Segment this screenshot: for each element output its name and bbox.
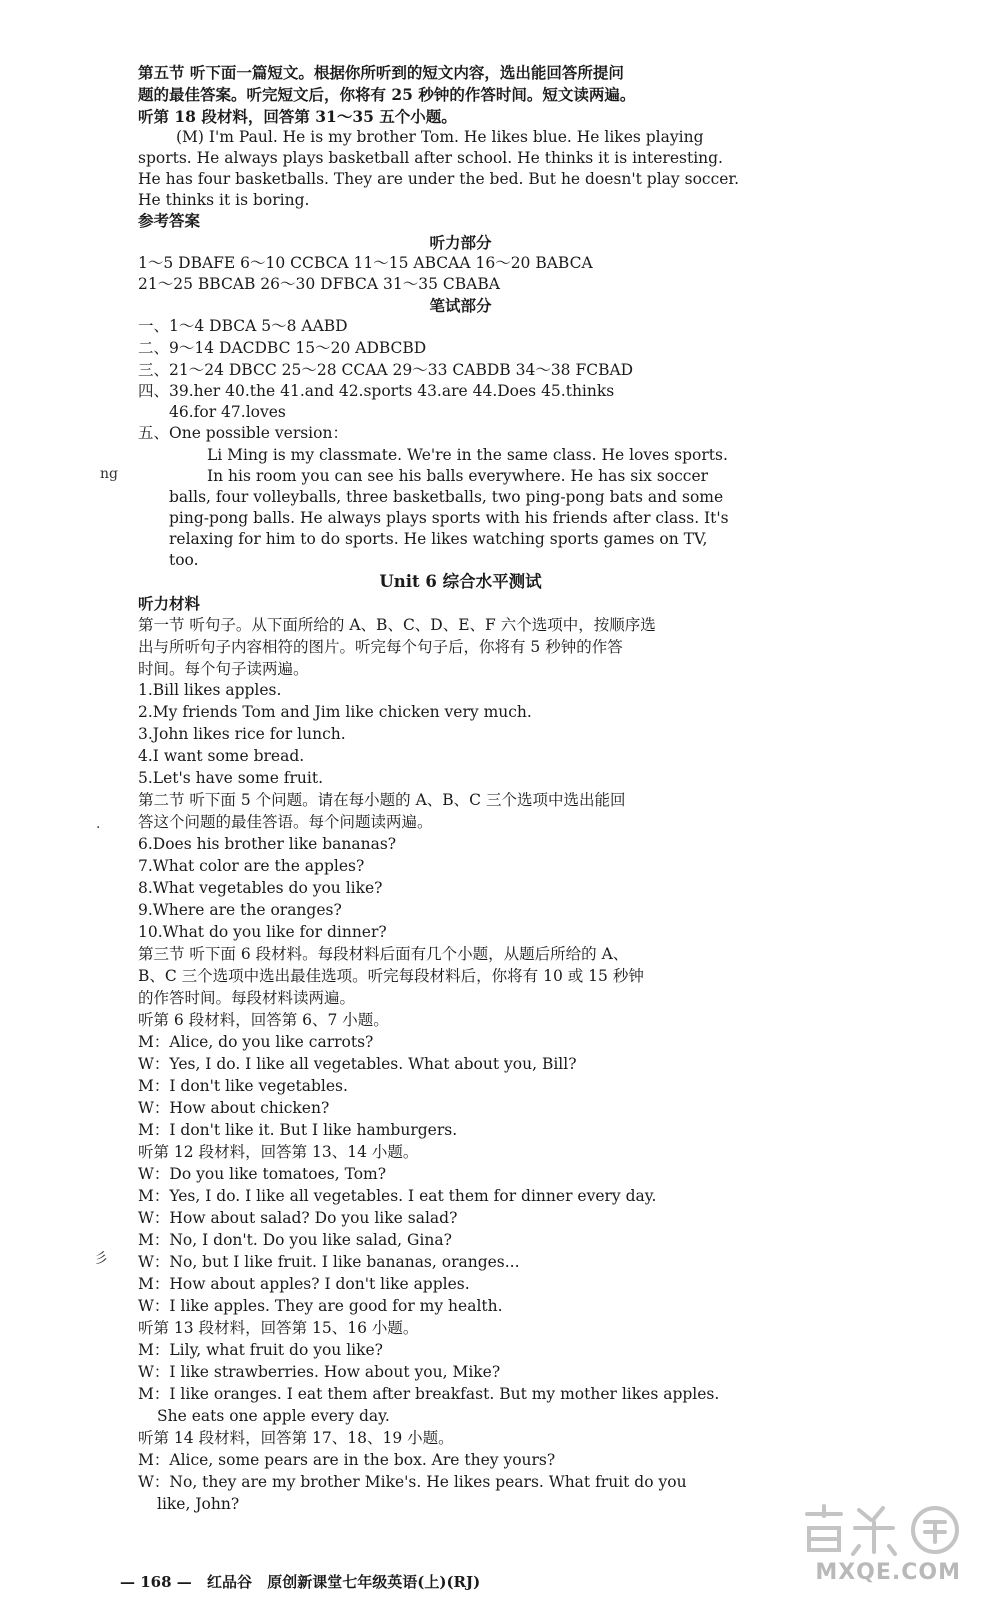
question-line: 4.I want some bread. <box>138 747 305 765</box>
page-number: — 168 — <box>120 1573 192 1591</box>
dialogue-line: M：Alice, some pears are in the box. Are they yours? <box>138 1451 556 1469</box>
passage-line: (M) I'm Paul. He is my brother Tom. He likes blue. He likes playing <box>176 128 704 146</box>
section5-instruction-line1: 第五节 听下面一篇短文。根据你所听到的短文内容，选出能回答所提问 <box>138 63 624 82</box>
question-line: 2.My friends Tom and Jim like chicken very much. <box>138 703 532 721</box>
section2-instruction-line: 第二节 听下面 5 个问题。请在每小题的 A、B、C 三个选项中选出能回 <box>138 791 626 809</box>
question-line: 3.John likes rice for lunch. <box>138 725 346 743</box>
dialogue-line: M：I don't like vegetables. <box>138 1077 348 1095</box>
writing-answers-line: 一、1～4 DBCA 5～8 AABD <box>138 317 348 335</box>
dialogue-line: W：No, but I like fruit. I like bananas, oranges... <box>138 1253 520 1271</box>
question-line: 6.Does his brother like bananas? <box>138 835 397 853</box>
listening-material-heading: 听力材料 <box>138 594 201 613</box>
section3-instruction-line: B、C 三个选项中选出最佳选项。听完每段材料后，你将有 10 或 15 秒钟 <box>138 967 644 985</box>
essay-line: balls, four volleyballs, three basketballs, two ping-pong bats and some <box>169 488 724 506</box>
passage-line: sports. He always plays basketball after school. He thinks it is interesting. <box>138 149 723 167</box>
material-heading: 听第 14 段材料，回答第 17、18、19 小题。 <box>138 1429 454 1447</box>
dialogue-line: M：Lily, what fruit do you like? <box>138 1341 383 1359</box>
writing-answers-line: 四、39.her 40.the 41.and 42.sports 43.are 44.Does 45.thinks <box>138 382 615 400</box>
margin-fragment: ng <box>100 466 118 482</box>
section2-instruction-line: 答这个问题的最佳答语。每个问题读两遍。 <box>138 813 433 831</box>
writing-answers-line: 二、9～14 DACDBC 15～20 ADBCBD <box>138 339 427 357</box>
dialogue-line: M：Alice, do you like carrots? <box>138 1033 374 1051</box>
passage-line: He has four basketballs. They are under the bed. But he doesn't play soccer. <box>138 170 740 188</box>
answers-heading: 参考答案 <box>138 211 201 230</box>
passage-line: He thinks it is boring. <box>138 191 310 209</box>
dialogue-line: W：How about chicken? <box>138 1099 330 1117</box>
essay-line: too. <box>169 551 199 569</box>
section3-instruction-line: 的作答时间。每段材料读两遍。 <box>138 989 356 1007</box>
essay-line: Li Ming is my classmate. We're in the same class. He loves sports. <box>207 446 728 464</box>
writing-part-heading: 笔试部分 <box>429 296 492 315</box>
section1-instruction-line: 出与所听句子内容相符的图片。听完每个句子后，你将有 5 秒钟的作答 <box>138 638 623 656</box>
unit6-title: Unit 6 综合水平测试 <box>379 572 542 591</box>
brand-name: 红品谷 <box>207 1573 253 1591</box>
essay-line: relaxing for him to do sports. He likes watching sports games on TV, <box>169 530 708 548</box>
dialogue-line: like, John? <box>157 1495 240 1513</box>
watermark <box>779 1500 979 1590</box>
dialogue-line: W：I like strawberries. How about you, Mike? <box>138 1363 501 1381</box>
section5-instruction-line2: 题的最佳答案。听完短文后，你将有 25 秒钟的作答时间。短文读两遍。 <box>138 85 636 104</box>
question-line: 8.What vegetables do you like? <box>138 879 383 897</box>
section3-instruction-line: 第三节 听下面 6 段材料。每段材料后面有几个小题，从题后所给的 A、 <box>138 945 629 963</box>
dialogue-line: W：No, they are my brother Mike's. He likes pears. What fruit do you <box>138 1473 687 1491</box>
listening-answers-line2: 21～25 BBCAB 26～30 DFBCA 31～35 CBABA <box>138 275 500 293</box>
section5-instruction-line3: 听第 18 段材料，回答第 31～35 五个小题。 <box>138 107 457 126</box>
dialogue-line: M：No, I don't. Do you like salad, Gina? <box>138 1231 452 1249</box>
essay-line: ping-pong balls. He always plays sports with his friends after class. It's <box>169 509 729 527</box>
dialogue-line: W：Do you like tomatoes, Tom? <box>138 1165 387 1183</box>
essay-intro: 五、One possible version： <box>138 424 348 442</box>
writing-answers-line: 三、21～24 DBCC 25～28 CCAA 29～33 CABDB 34～38 FCBAD <box>138 361 634 379</box>
section1-instruction-line: 第一节 听句子。从下面所给的 A、B、C、D、E、F 六个选项中，按顺序选 <box>138 616 656 634</box>
dialogue-line: M：Yes, I do. I like all vegetables. I eat them for dinner every day. <box>138 1187 657 1205</box>
watermark-logo-icon <box>797 1500 967 1558</box>
material-heading: 听第 12 段材料，回答第 13、14 小题。 <box>138 1143 419 1161</box>
dialogue-line: W：I like apples. They are good for my health. <box>138 1297 503 1315</box>
book-title: 原创新课堂七年级英语(上)(RJ) <box>267 1573 481 1591</box>
dialogue-line: M：How about apples? I don't like apples. <box>138 1275 470 1293</box>
page-footer <box>120 1571 490 1592</box>
question-line: 9.Where are the oranges? <box>138 901 342 919</box>
writing-answers-line: 46.for 47.loves <box>169 403 286 421</box>
question-line: 7.What color are the apples? <box>138 857 365 875</box>
listening-answers-line1: 1～5 DBAFE 6～10 CCBCA 11～15 ABCAA 16～20 BABCA <box>138 254 593 272</box>
material-heading: 听第 13 段材料，回答第 15、16 小题。 <box>138 1319 419 1337</box>
dialogue-line: W：Yes, I do. I like all vegetables. What about you, Bill? <box>138 1055 577 1073</box>
margin-fragment: 彡 <box>94 1251 108 1267</box>
question-line: 10.What do you like for dinner? <box>138 923 387 941</box>
question-line: 5.Let's have some fruit. <box>138 769 324 787</box>
essay-line: In his room you can see his balls everywhere. He has six soccer <box>207 467 709 485</box>
dialogue-line: W：How about salad? Do you like salad? <box>138 1209 458 1227</box>
dialogue-line: M：I like oranges. I eat them after breakfast. But my mother likes apples. <box>138 1385 720 1403</box>
dialogue-line: M：I don't like it. But I like hamburgers. <box>138 1121 458 1139</box>
listening-part-heading: 听力部分 <box>429 233 492 252</box>
section1-instruction-line: 时间。每个句子读两遍。 <box>138 660 309 678</box>
material-heading: 听第 6 段材料，回答第 6、7 小题。 <box>138 1011 389 1029</box>
dialogue-line: She eats one apple every day. <box>157 1407 390 1425</box>
watermark-text: MXQE.COM <box>815 1560 961 1585</box>
question-line: 1.Bill likes apples. <box>138 681 282 699</box>
margin-fragment: · <box>96 820 101 836</box>
